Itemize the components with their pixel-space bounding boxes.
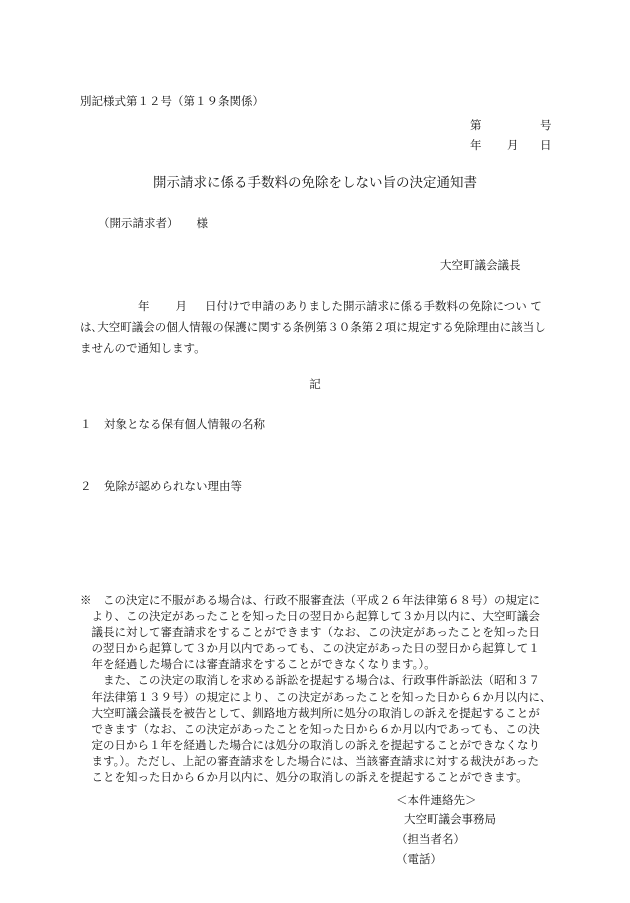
ki-heading: 記	[309, 377, 321, 391]
addressee	[98, 218, 208, 230]
notice-line: また、この決定の取消しを求める訴訟を提起する場合は、行政事件訴訟法（昭和３７	[80, 673, 540, 688]
item-1-number: １	[80, 417, 92, 431]
date-year: 年	[470, 138, 482, 152]
form-label: 別記様式第１２号（第１９条関係）	[80, 94, 264, 108]
item-1	[80, 419, 265, 431]
body-line-3: ませんので通知します。	[80, 341, 206, 355]
date-day: 日	[540, 138, 552, 152]
contact-office: 大空町議会事務局	[404, 812, 496, 826]
appeal-notice	[80, 592, 560, 785]
number-gou: 号	[540, 118, 552, 132]
notice-line: ことを知った日から６か月以内に、処分の取消しの訴えを提起することができます。	[80, 770, 528, 785]
item-2-text: 免除が認められない理由等	[104, 479, 242, 493]
item-2-number: ２	[80, 479, 92, 493]
item-2	[80, 481, 242, 493]
notice-line: 議長に対して審査請求をすることができます（なお、この決定があったことを知った日	[80, 625, 540, 640]
addressee-name: （開示請求者）	[98, 216, 179, 230]
notice-line: できます（なお、この決定があったことを知った日から６か月以内であっても、この決	[80, 721, 540, 736]
number-dai: 第	[470, 118, 482, 132]
notice-line: ※ この決定に不服がある場合は、行政不服審査法（平成２６年法律第６８号）の規定に	[80, 593, 540, 607]
notice-line: より、この決定があったことを知った日の翌日から起算して３か月以内に、大空町議会	[80, 609, 540, 624]
notice-line: 大空町議会議長を被告として、釧路地方裁判所に処分の取消しの訴えを提起することが	[80, 705, 540, 720]
contact-phone: （電話）	[396, 852, 442, 866]
body-line-1-rest: 日付けで申請のありました開示請求に係る手数料の免除につい て	[205, 299, 542, 313]
date-month: 月	[507, 138, 519, 152]
notice-line: 定の日から１年を経過した場合には処分の取消しの訴えを提起することができなくなり	[80, 737, 540, 752]
body-line-2: は､大空町議会の個人情報の保護に関する条例第３０条第２項に規定する免除理由に該当し	[80, 320, 546, 334]
contact-heading: ＜本件連絡先＞	[396, 793, 477, 807]
notice-line: 年法律第１３９号）の規定により、この決定があったことを知った日から６か月以内に、	[80, 689, 552, 704]
item-1-text: 対象となる保有個人情報の名称	[104, 417, 265, 431]
body-line-1	[80, 296, 552, 317]
document-title: 開示請求に係る手数料の免除をしない旨の決定通知書	[153, 175, 477, 191]
notice-line: 年を経過した場合には審査請求をすることができなくなります。）。	[80, 657, 436, 672]
notice-line: ます。）。ただし、上記の審査請求をした場合には、当該審査請求に対する裁決があった	[80, 753, 539, 768]
notice-line: の翌日から起算して３か月以内であっても、この決定があった日の翌日から起算して１	[80, 641, 540, 656]
body-month: 月	[175, 299, 187, 313]
body-paragraph	[80, 296, 552, 359]
addressee-honorific: 様	[196, 216, 208, 230]
contact-person: （担当者名）	[396, 832, 465, 846]
body-year: 年	[138, 299, 150, 313]
sender: 大空町議会議長	[440, 258, 521, 272]
